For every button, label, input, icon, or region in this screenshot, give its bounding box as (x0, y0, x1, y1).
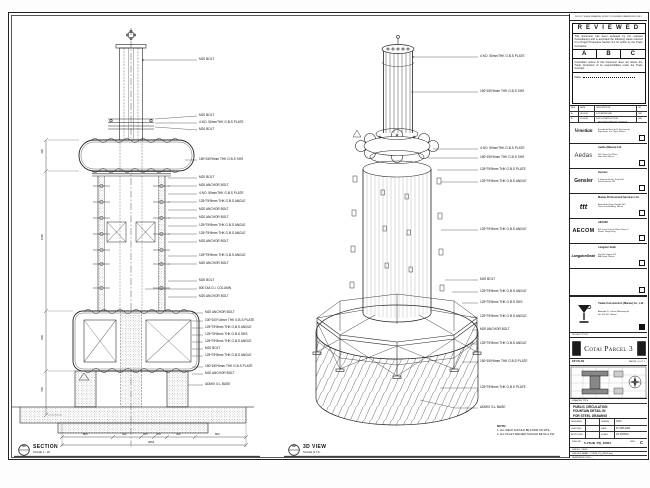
date-label: DATE (600, 426, 615, 433)
checkbox (639, 135, 645, 141)
key-plan-parcel-label: PARCEL 3, LOT 2 (628, 360, 645, 363)
callout-label: 125*75*8mm THK G.B.S ANGLE (205, 325, 252, 329)
callout-label: 125*75*8mm THK G.B.S ANGLE (199, 231, 246, 235)
rev-col: REV (570, 106, 579, 111)
callout-label: 100*100*10mm THK G.B.S PLATE (205, 318, 255, 322)
callout-label: M20 ANCHOR BOLT (480, 327, 510, 331)
by-cell: WH (638, 118, 642, 121)
project-title-label: PROJECT TITLE (570, 332, 647, 338)
compass-icon (629, 376, 641, 388)
dim-label: 200 (143, 431, 148, 436)
dim-label: 800 (40, 335, 44, 340)
reviewed-title: R E V I E W E D (573, 24, 645, 34)
view-scale: SCALE 1 : 20 (33, 450, 50, 454)
checked-value: - (586, 426, 600, 433)
contractor-name: Yadea Construction (Macau) Co., Ltd. (598, 302, 644, 305)
consultant-blocks (570, 119, 647, 296)
callout-label: ADMIX G.L BASE (205, 382, 231, 386)
note-line: 2. ALL FILLET WELDED SHOULD BE 6mm FW. (497, 432, 555, 436)
callout-label: 125*75*8mm THK G.B.S ANGLE (205, 353, 252, 357)
date-col: DATE (579, 106, 595, 111)
checkbox (639, 160, 645, 166)
callout-label: 800 DIA G.I. COLUMN (199, 286, 232, 290)
consultant-address: Avenida da Praia Grande 409 (598, 203, 626, 206)
banner-ornament-icon (637, 341, 646, 356)
view-title: 3D VIEW (303, 443, 327, 450)
status-option-a: A (573, 50, 597, 58)
callout-label: M20 ANCHOR BOLT (199, 239, 229, 243)
callout-label: M20 BOLT (480, 277, 496, 281)
dim-label: 1500 (40, 234, 44, 241)
reviewed-stamp (570, 21, 647, 105)
callout-label: 125*75*8mm THK G.B.S ANGLE (199, 223, 246, 227)
revision-table (570, 105, 647, 119)
by-col: BY (638, 107, 642, 109)
checkbox (639, 210, 645, 216)
callout-label: M20 ANCHOR BOLT (205, 371, 235, 375)
dim-total-label: 2864 (148, 439, 155, 444)
dim-label: 500 (40, 387, 44, 392)
consultant-address: 2 Harrison Street, Suite 400 (598, 178, 624, 181)
consultant-address: Nam Van, Macau (598, 156, 614, 159)
checked-label: CHECKED (570, 426, 586, 433)
description-cell: FOR CONSTRUCTION (595, 117, 637, 122)
dwg-no-label: DWG NO : (572, 441, 583, 444)
callout-label: 150*150*6mm THK G.B.S PLATE (205, 364, 253, 368)
view-title: SECTION (33, 443, 59, 450)
key-plan-label: KEY PLAN (572, 360, 585, 364)
status-option-b: B (597, 50, 621, 58)
consultant-row-langdonseah (570, 244, 647, 269)
callout-label: 125*75*8mm THK G.B.S PLATE (480, 385, 526, 389)
by-cell: WH (638, 112, 642, 115)
note-line: 1. ALL WELD SHOULD BE FORM ON SITE. (497, 428, 551, 432)
callout-label: M20 ANCHOR BOLT (199, 183, 229, 187)
callout-label: 125*75*8mm THK G.B.S ANGLE (480, 289, 527, 293)
callout-label: M20 ANCHOR BOLT (199, 261, 229, 265)
consultant-name: Aedas (Macau) Ltd. (598, 145, 622, 149)
callout-label: 125*75*8mm THK G.B.S ANGLE (480, 341, 527, 345)
callout-label: 125*75*8mm THK G.B.S ANGLE (205, 339, 252, 343)
key-plan-map (570, 366, 647, 399)
consultant-address: Esperança, s/n, Taipa, Macau (598, 131, 626, 134)
date-cell: 07.04.08 (579, 117, 595, 122)
reference-dwg-row: REFERENCE DWG : - (570, 456, 647, 460)
mps-logo: ttt (579, 201, 588, 211)
description-cell: FOR APPROVAL (595, 112, 637, 117)
consultant-address: China Law Building, Macau (598, 206, 624, 209)
key-plan-header (570, 359, 647, 366)
langdon-seah-logo: LangdonSeah (571, 254, 596, 258)
cad-file-row: CAD FILE NAME : 5-YSUB_PQ_46001.dwg (570, 452, 647, 456)
key-plan (570, 358, 647, 398)
date-value: 07-APR-2008 (615, 426, 647, 433)
consultant-row-mps (570, 194, 647, 219)
rev-cell: A (570, 112, 579, 117)
drawing-title-block (570, 398, 647, 458)
checkbox (639, 235, 645, 241)
banner-ornament-icon (572, 341, 581, 356)
designed-label: DESIGNED (570, 419, 586, 426)
drawing-title-label: DRAWING TITLE (570, 399, 647, 404)
description-col: DESCRIPTION (595, 106, 637, 111)
dwg-no-value: 5-YSUB_PQ_46001 (584, 440, 612, 445)
title-block (569, 14, 647, 458)
consultant-address: Rua do Campo 202 (598, 253, 617, 256)
callout-label: 125*75*8mm THK G.B.S ANGLE (480, 179, 527, 183)
callout-label: 4 NO. 50mmTHK G.B.S PLATE (480, 54, 525, 58)
reviewed-status-options (573, 49, 645, 59)
callout-label: 4 NO. 50mmTHK G.B.S PLATE (480, 146, 525, 150)
dim-label: 800 (83, 431, 88, 436)
approved-label: APPROVED (570, 432, 586, 439)
callout-label: M20 BOLT (199, 127, 215, 131)
drawing-title-line: PUBLIC CIRCULATION (573, 405, 608, 409)
reviewed-date-row (573, 72, 645, 80)
drawn-value: CWC (615, 419, 647, 426)
approved-value: - (586, 432, 600, 439)
view-bubble-id: 02 (292, 444, 296, 448)
callout-label: 125*75*8mm THK G.B.S SHS (205, 332, 248, 336)
approval-fields (570, 419, 647, 439)
dim-label: 800 (215, 431, 220, 436)
consultant-row-aecom (570, 219, 647, 244)
consultant-address: San Francisco CA (598, 181, 615, 184)
dim-label: 200 (156, 431, 161, 436)
callout-label: 125*75*8mm THK G.B.S ANGLE (480, 314, 527, 318)
job-no-row: JOB NO : 31049 (570, 448, 647, 452)
venetian-logo: Venetian (574, 128, 593, 134)
callout-label: M20 ANCHOR BOLT (199, 215, 229, 219)
drawn-label: DRAWN (600, 419, 615, 426)
rev-cell: B (570, 117, 579, 122)
rev-label: REV (630, 441, 635, 444)
aecom-logo: AECOM (572, 228, 595, 234)
dim-label: 432 (122, 431, 127, 436)
consultant-name: Langdon Seah (598, 245, 616, 249)
consultant-row-gensler (570, 169, 647, 194)
rev-value: C (639, 439, 643, 445)
contractor-block (570, 296, 647, 332)
callout-label: M20 ANCHOR BOLT (205, 310, 235, 314)
callout-label: 150*150*6mm THK G.B.S SHS (199, 157, 244, 161)
callout-label: 150*150*6mm THK G.B.S SHS (480, 89, 525, 93)
drawing-title-line: FOUNTAIN DETAIL IN (573, 409, 606, 414)
consultant-address: Shatin, Hong Kong (598, 231, 616, 234)
view-bubble-id: 01 (22, 444, 26, 448)
note-heading: NOTE: (497, 424, 507, 428)
consultant-name: AECOM (598, 220, 608, 224)
dim-label: 300 (40, 149, 44, 154)
callout-label: 125*75*8mm THK G.B.S ANGLE (199, 253, 246, 257)
scale-label: SCALE (600, 432, 615, 439)
reviewed-paragraph-1: This document has been reviewed by the relevant Consultant(s) and is accorded the following status referred to in Project Procedure Section 5.4 for action by the Trade Contractor. (574, 35, 643, 48)
date-label: Date : (574, 74, 583, 79)
callout-label: M20 BOLT (199, 113, 215, 117)
contractor-logo-icon (571, 297, 596, 331)
dim-label: 432 (176, 431, 181, 436)
callout-label: 125*75*8mm THK G.B.S PLATE (480, 167, 526, 171)
callout-label: 125*75*8mm THK G.B.S ANGLE (199, 199, 246, 203)
callout-label: M20 BOLT (199, 278, 215, 282)
sheet-top-note: DO NOT SCALE DRAWING. WORK TO FIGURED DIMENSIONS ONLY. (570, 14, 647, 21)
consultant-name: Venetian Orient Limited (598, 120, 627, 124)
consultant-address: 8/F Grand Central Plaza Tower 2 (598, 228, 629, 231)
callout-label: 125*75*8mm THK G.B.S ANGLE (480, 227, 527, 231)
consultant-name: Gensler (598, 170, 608, 174)
callout-label: 150*150*6mm THK G.B.S SHS (480, 155, 525, 159)
checkbox-filled (639, 324, 645, 330)
view-scale: SCALE N.T.S. (303, 450, 321, 454)
checkbox (639, 260, 645, 266)
consultant-address: Estrada da Baía de N. Senhora da (598, 128, 630, 131)
date-cell: 05.03.08 (579, 112, 595, 117)
callout-label: M20 ANCHOR BOLT (199, 294, 229, 298)
callout-label: 150*150*6mm THK G.B.S PLATE (480, 359, 528, 363)
designed-value: - (586, 419, 600, 426)
consultant-address: 5/F China Civil Plaza (598, 153, 618, 156)
consultant-name: Macau Professional Services Ltd. (598, 195, 640, 199)
reviewed-paragraph-2: Consultant review of this document does not relieve the Trade Contractor of its responsibilities under the Trade Contract. (574, 60, 643, 71)
callout-label: M20 BOLT (199, 175, 215, 179)
date-line (583, 74, 635, 78)
scale-value: AS SHOWN (615, 432, 647, 439)
contractor-address: Alameda Dr. Carlos d'Assumpção (598, 311, 630, 313)
gensler-logo: Gensler (574, 178, 593, 184)
project-title: Cotai Parcel 3 (584, 343, 633, 353)
project-title-banner (570, 338, 647, 358)
consultant-row-aedas (570, 144, 647, 169)
dwg-number-row (570, 439, 647, 448)
callout-label: M20 ANCHOR BOLT (199, 207, 229, 211)
callout-label: 4 NO. 50mmTHK G.B.S PLATE (199, 191, 244, 195)
callout-label: 4 NO. 50mmTHK G.B.S PLATE (199, 120, 244, 124)
contractor-address: No. 411-417, Macau (598, 314, 617, 316)
checkbox (639, 185, 645, 191)
consultant-row-venetian (570, 119, 647, 144)
callout-label: ADMIX G.L BASE (480, 405, 506, 409)
iso-art (284, 35, 560, 456)
drawing-title-text (570, 404, 647, 419)
aedas-logo: Aedas (574, 153, 593, 159)
drawing-title-line: FOR STEEL DRAWING (573, 413, 608, 418)
callout-label: M20 BOLT (205, 346, 221, 350)
status-option-c: C (630, 51, 635, 58)
consultant-address: AIA Tower, Macau (598, 256, 615, 259)
checkbox (639, 287, 645, 293)
consultant-row-empty (570, 269, 647, 296)
callout-label: 125*75*8mm THK G.B.S SHS (480, 300, 523, 304)
callout-label: M20 BOLT (199, 57, 215, 61)
